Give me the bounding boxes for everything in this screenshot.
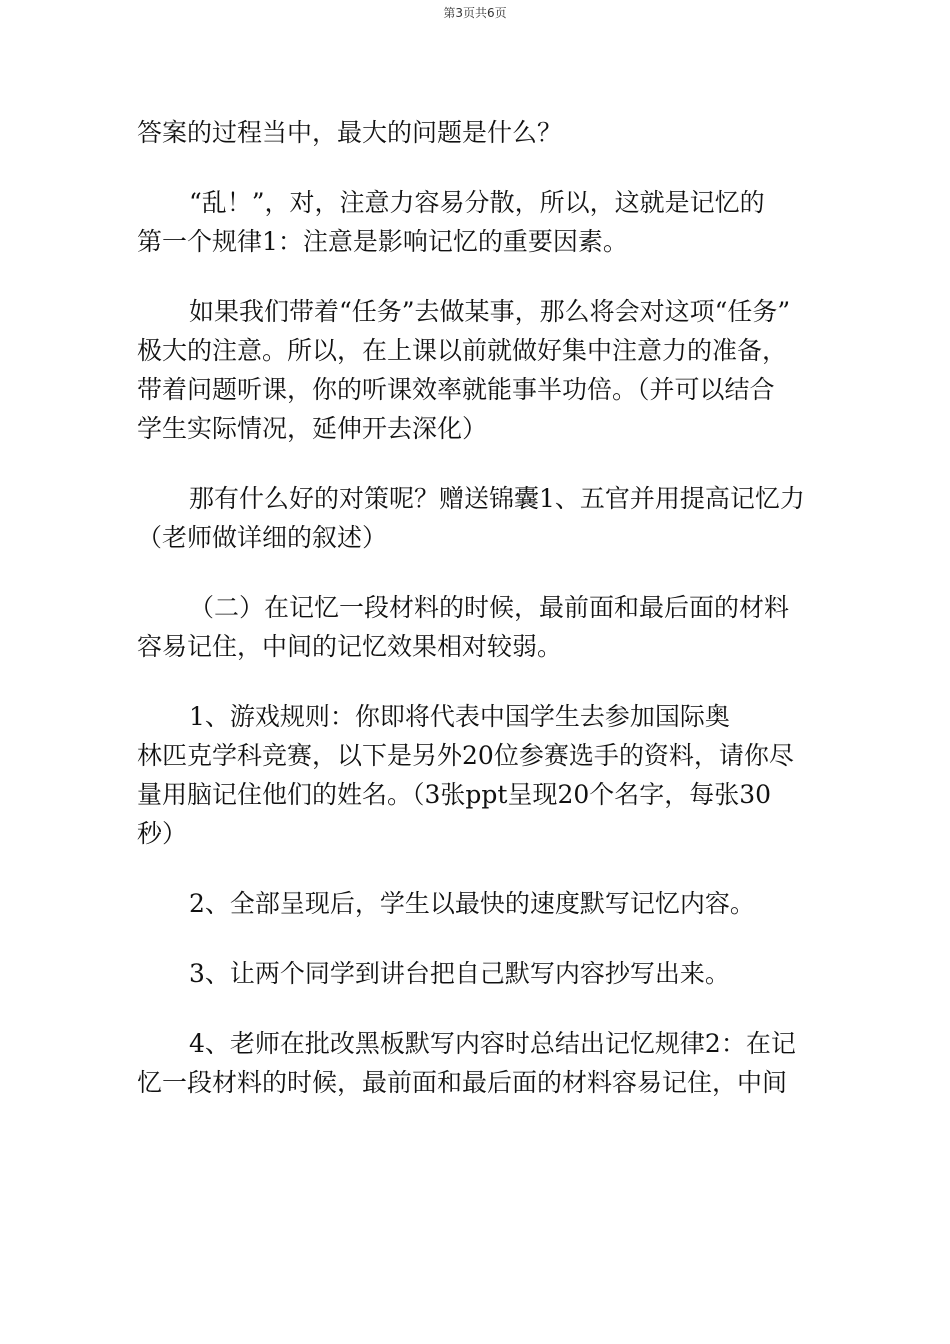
paragraph: [137, 884, 817, 923]
text-line: 量用脑记住他们的姓名。（3张ppt呈现20个名字，每张30: [137, 780, 772, 809]
text-line: 第一个规律1：注意是影响记忆的重要因素。: [137, 227, 628, 256]
text-line: 林匹克学科竞赛，以下是另外20位参赛选手的资料，请你尽: [137, 741, 794, 770]
text-line: 带着问题听课，你的听课效率就能事半功倍。（并可以结合: [137, 375, 775, 404]
text-line: 2、全部呈现后，学生以最快的速度默写记忆内容。: [189, 889, 755, 918]
paragraph: [137, 113, 817, 152]
text-line: 极大的注意。所以，在上课以前就做好集中注意力的准备，: [137, 336, 788, 365]
text-line: 如果我们带着“任务”去做某事，那么将会对这项“任务”: [189, 297, 791, 326]
text-line: （二）在记忆一段材料的时候，最前面和最后面的材料: [189, 593, 790, 622]
paragraph: [137, 1024, 817, 1102]
text-line: 容易记住，中间的记忆效果相对较弱。: [137, 632, 563, 661]
paragraph: [137, 292, 817, 448]
paragraph: [137, 183, 817, 261]
document-body: [137, 113, 817, 1102]
text-line: 3、让两个同学到讲台把自己默写内容抄写出来。: [189, 959, 730, 988]
text-line: 1、游戏规则：你即将代表中国学生去参加国际奥: [189, 702, 730, 731]
text-line: 学生实际情况，延伸开去深化）: [137, 414, 488, 443]
paragraph: [137, 697, 817, 853]
text-line: 4、老师在批改黑板默写内容时总结出记忆规律2：在记: [189, 1029, 796, 1058]
page-header: [0, 6, 950, 20]
paragraph: [137, 588, 817, 666]
text-line: “乱！”，对，注意力容易分散，所以，这就是记忆的: [189, 188, 765, 217]
text-line: （老师做详细的叙述）: [137, 523, 388, 552]
text-line: 忆一段材料的时候，最前面和最后面的材料容易记住，中间: [137, 1068, 788, 1097]
text-line: 秒）: [137, 819, 188, 848]
paragraph: [137, 954, 817, 993]
text-line: 答案的过程当中，最大的问题是什么？: [137, 118, 563, 147]
text-line: 那有什么好的对策呢？赠送锦囊1、五官并用提高记忆力: [189, 484, 805, 513]
page-number-label: 第3页共6页: [443, 6, 507, 20]
paragraph: [137, 479, 817, 557]
